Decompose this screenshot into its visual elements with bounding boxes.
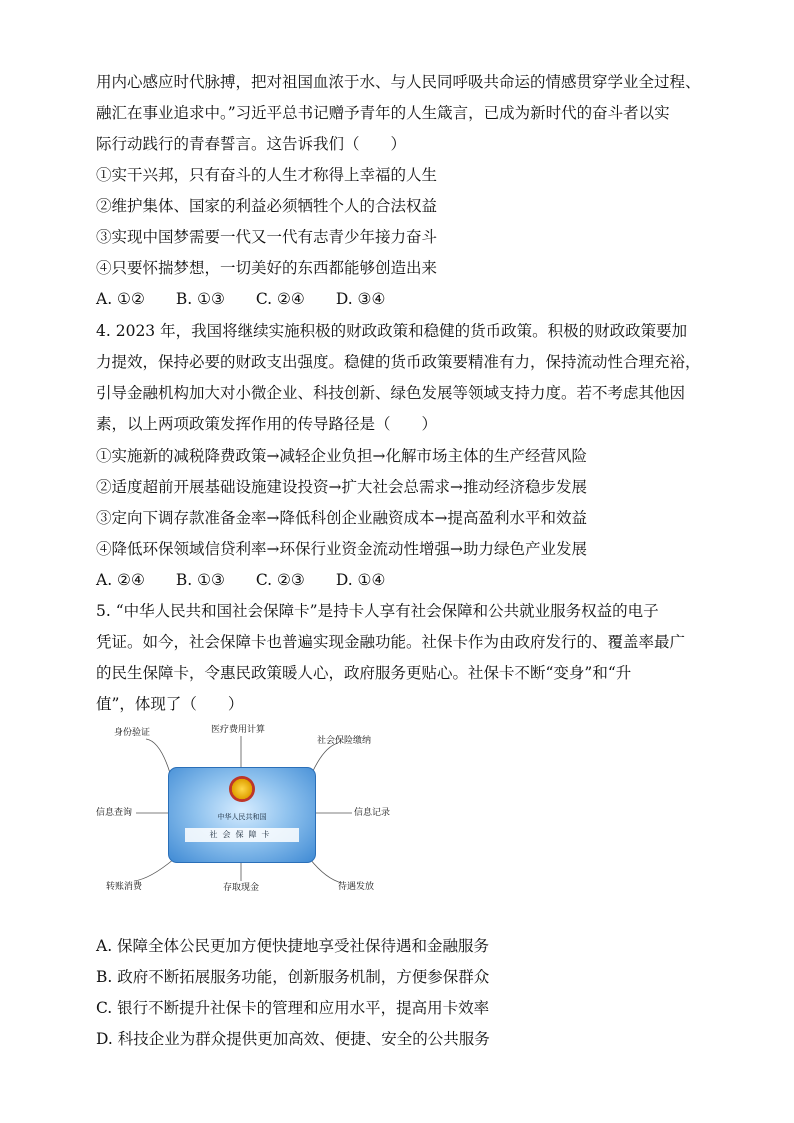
q4-stem-line: 力提效，保持必要的财政支出强度。稳健的货币政策要精准有力，保持流动性合理充裕， [96,353,701,371]
q3-statement-1: ①实干兴邦，只有奋斗的人生才称得上幸福的人生 [96,166,438,184]
card-title: 社会保障卡 [185,828,299,842]
q3-statement-4: ④只要怀揣梦想，一切美好的东西都能够创造出来 [96,259,438,277]
q4-stem-line: 素，以上两项政策发挥作用的传导路径是（ ） [96,415,438,433]
q4-statement-3: ③定向下调存款准备金率→降低科创企业融资成本→提高盈利水平和效益 [96,509,587,527]
q5-stem-line: 值”，体现了（ ） [96,695,244,713]
q3-stem-line: 融汇在事业追求中。”习近平总书记赠予青年的人生箴言，已成为新时代的奋斗者以实 [96,104,670,122]
q5-option-a: A. 保障全体公民更加方便快捷地享受社保待遇和金融服务 [96,937,490,955]
q5-option-d: D. 科技企业为群众提供更加高效、便捷、安全的公共服务 [96,1030,490,1048]
q3-statement-3: ③实现中国梦需要一代又一代有志青少年接力奋斗 [96,228,438,246]
q3-options: A. ①② B. ①③ C. ②④ D. ③④ [96,290,386,308]
diagram-label-transfer: 转账消费 [106,882,143,892]
q3-stem-line: 用内心感应时代脉搏，把对祖国血浓于水、与人民同呼吸共命运的情感贯穿学业全过程、 [96,73,701,91]
q4-stem-line: 4. 2023 年，我国将继续实施积极的财政政策和稳健的货币政策。积极的财政政策要加 [96,322,688,340]
q4-statement-2: ②适度超前开展基础设施建设投资→扩大社会总需求→推动经济稳步发展 [96,478,587,496]
q5-stem-line: 5. “中华人民共和国社会保障卡”是持卡人享有社会保障和公共就业服务权益的电子 [96,602,659,620]
q5-stem-line: 凭证。如今，社会保障卡也普遍实现金融功能。社保卡作为由政府发行的、覆盖率最广 [96,633,686,651]
national-emblem-icon [229,776,255,802]
q5-stem-line: 的民生保障卡，令惠民政策暖人心，政府服务更贴心。社保卡不断“变身”和“升 [96,664,632,682]
social-security-card-diagram [90,723,400,901]
diagram-label-benefits: 待遇发放 [338,882,375,892]
social-security-card [168,767,316,863]
diagram-label-cash: 存取现金 [223,883,260,893]
q4-stem-line: 引导金融机构加大对小微企业、科技创新、绿色发展等领域支持力度。若不考虑其他因 [96,384,686,402]
q4-options: A. ②④ B. ①③ C. ②③ D. ①④ [96,571,386,589]
q5-option-b: B. 政府不断拓展服务功能，创新服务机制，方便参保群众 [96,968,490,986]
diagram-label-query: 信息查询 [96,808,133,818]
q4-statement-4: ④降低环保领域信贷利率→环保行业资金流动性增强→助力绿色产业发展 [96,540,587,558]
q5-option-c: C. 银行不断提升社保卡的管理和应用水平，提高用卡效率 [96,999,490,1017]
diagram-label-identity: 身份验证 [114,728,151,738]
card-subtitle: 中华人民共和国 [217,813,267,821]
q3-stem-line: 际行动践行的青春誓言。这告诉我们（ ） [96,135,407,153]
diagram-label-insurance: 社会保险缴纳 [317,736,372,746]
q4-statement-1: ①实施新的减税降费政策→减轻企业负担→化解市场主体的生产经营风险 [96,447,587,465]
diagram-label-medical: 医疗费用计算 [211,725,266,735]
q3-statement-2: ②维护集体、国家的利益必须牺牲个人的合法权益 [96,197,438,215]
diagram-label-record: 信息记录 [354,808,391,818]
